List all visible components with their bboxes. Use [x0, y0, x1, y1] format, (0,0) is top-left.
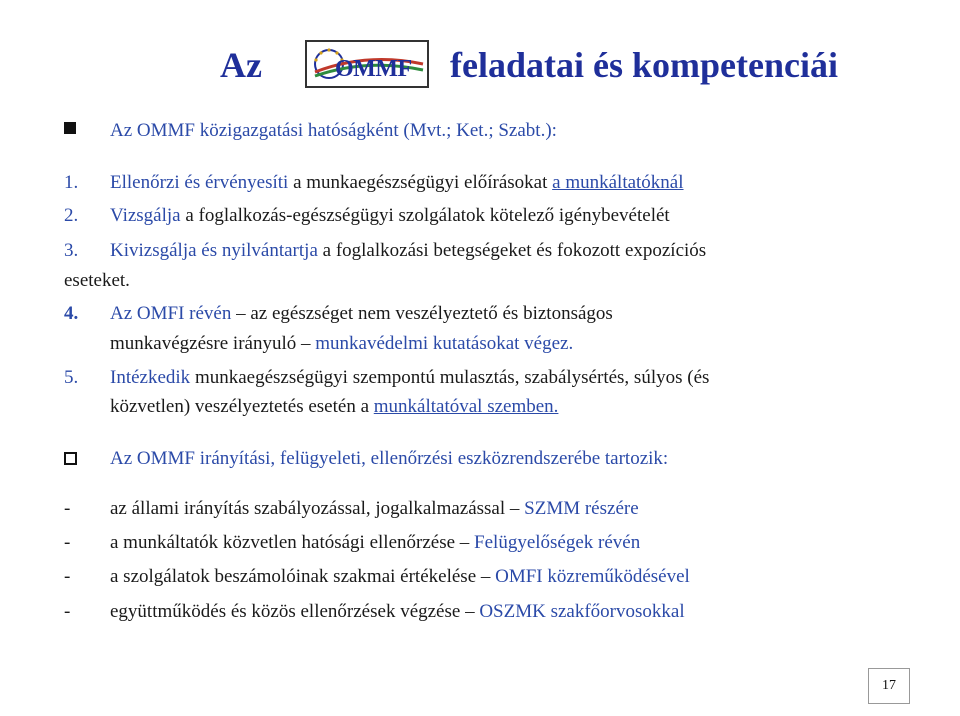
item-number: 3. [64, 240, 79, 261]
item-text: a foglalkozási betegségeket és fokozott expozíciós [317, 240, 707, 261]
item-highlight: OMFI közreműködésével [495, 566, 690, 587]
title-suffix: feladatai és kompetenciái [450, 45, 838, 85]
item-text: a foglalkozás-egészségügyi szolgálatok kötelező igénybevételét [180, 205, 670, 226]
item-highlight: SZMM részére [524, 498, 639, 519]
list-item [110, 367, 709, 389]
item-highlight: Ellenőrzi és érvényesíti [110, 172, 289, 193]
ommf-logo [305, 40, 429, 88]
list-item [110, 205, 670, 227]
item-text: a munkáltatók közvetlen hatósági ellenőrzése – [110, 532, 475, 553]
item-highlight: Intézkedik [110, 367, 191, 388]
dash-bullet: - [64, 532, 71, 553]
list-item [110, 498, 639, 520]
item-number: 2. [64, 205, 79, 226]
item-highlight: OSZMK szakfőorvosokkal [479, 601, 685, 622]
item-number: 1. [64, 172, 79, 193]
item-link[interactable]: munkáltatóval szemben. [373, 396, 559, 417]
item-text: munkaegészségügyi szempontú mulasztás, szabálysértés, súlyos (és [190, 367, 710, 388]
list-item [110, 172, 684, 194]
list-item [110, 240, 706, 262]
square-bullet-icon [64, 122, 76, 134]
section2-heading: Az OMMF irányítási, felügyeleti, ellenőrzési eszközrendszerébe tartozik: [110, 448, 669, 469]
item-text: közvetlen) veszélyeztetés esetén a [110, 396, 374, 417]
item-highlight: Kivizsgálja és nyilvántartja [110, 240, 318, 261]
square-outline-bullet-icon [64, 452, 77, 465]
item-text-continued: eseteket. [64, 270, 130, 291]
logo-text: OMMF [335, 56, 412, 82]
page-number: 17 [868, 668, 910, 704]
item-highlight: Vizsgálja [110, 205, 181, 226]
item-highlight: munkavédelmi kutatásokat végez. [315, 333, 574, 354]
dash-bullet: - [64, 498, 71, 519]
item-text: munkavégzésre irányuló – [110, 333, 316, 354]
list-item [110, 303, 613, 325]
item-link[interactable]: a munkáltatóknál [552, 172, 684, 193]
dash-bullet: - [64, 566, 71, 587]
item-text: a munkaegészségügyi előírásokat [288, 172, 553, 193]
item-text: a szolgálatok beszámolóinak szakmai értékelése – [110, 566, 496, 587]
item-number: 4. [64, 303, 79, 324]
item-text: az állami irányítás szabályozással, jogalkalmazással – [110, 498, 525, 519]
item-text-continued [110, 333, 573, 355]
item-highlight: Az OMFI révén [110, 303, 232, 324]
list-item [110, 532, 640, 554]
item-number: 5. [64, 367, 79, 388]
list-item [110, 566, 690, 588]
item-text: együttműködés és közös ellenőrzések végzése – [110, 601, 480, 622]
list-item [110, 601, 685, 623]
title-prefix: Az [220, 45, 262, 85]
item-text-continued [110, 396, 558, 418]
dash-bullet: - [64, 601, 71, 622]
item-highlight: Felügyelőségek révén [474, 532, 641, 553]
item-text: – az egészséget nem veszélyeztető és biztonságos [231, 303, 613, 324]
section1-heading: Az OMMF közigazgatási hatóságként (Mvt.; Ket.; Szabt.): [110, 120, 557, 141]
